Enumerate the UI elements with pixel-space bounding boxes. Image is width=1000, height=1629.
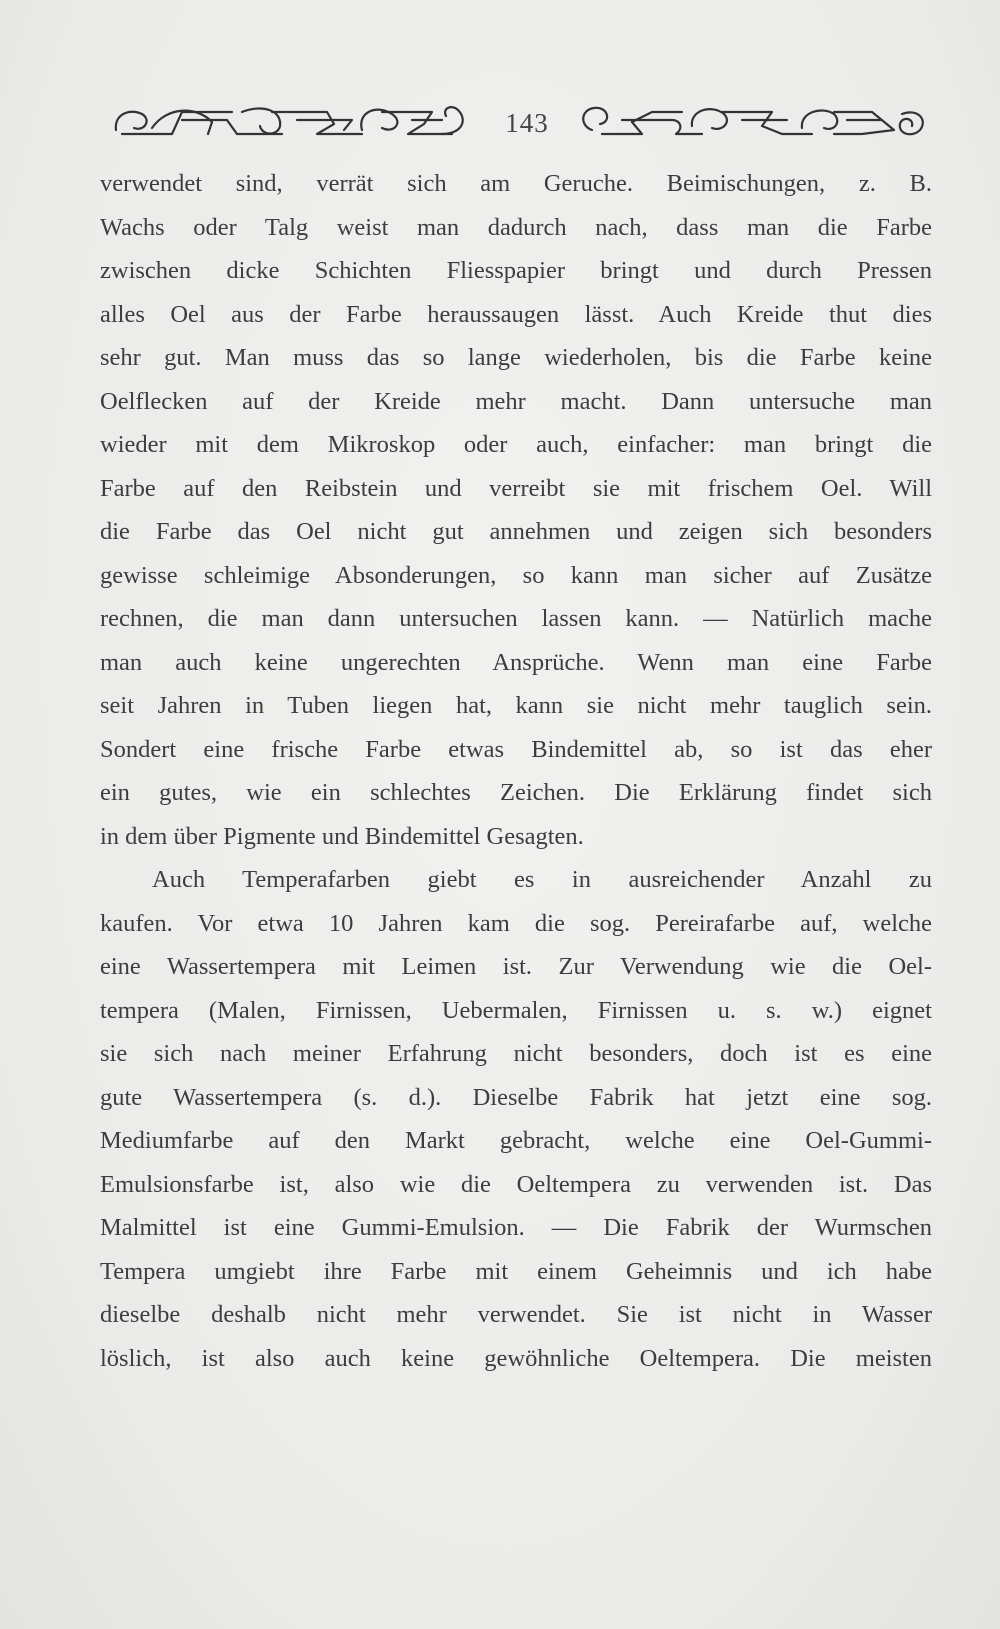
- text-line: die Farbe das Oel nicht gut annehmen und zeigen sich besonders: [100, 518, 932, 545]
- text-line: wieder mit dem Mikroskop oder auch, einfacher: man bringt die: [100, 431, 932, 458]
- text-line: gewisse schleimige Absonderungen, so kann man sicher auf Zusätze: [100, 561, 932, 589]
- paragraph: [100, 162, 932, 858]
- text-line: ein gutes, wie ein schlechtes Zeichen. Die Erklärung findet sich: [100, 779, 932, 806]
- text-line: Farbe auf den Reibstein und verreibt sie mit frischem Oel. Will: [100, 474, 932, 502]
- text-line: sehr gut. Man muss das so lange wiederholen, bis die Farbe keine: [100, 344, 932, 371]
- text-line: verwendet sind, verrät sich am Geruche. Beimischungen, z. B.: [100, 170, 932, 197]
- page-number: 143: [505, 108, 549, 138]
- text-line: in dem über Pigmente und Bindemittel Gesagten.: [100, 822, 584, 850]
- paragraph: [100, 858, 932, 1380]
- text-line: Emulsionsfarbe ist, also wie die Oeltempera zu verwenden ist. Das: [100, 1170, 932, 1198]
- page-header: [112, 96, 932, 146]
- text-line: man auch keine ungerechten Ansprüche. Wenn man eine Farbe: [100, 648, 932, 676]
- text-line: zwischen dicke Schichten Fliesspapier bringt und durch Pressen: [100, 257, 932, 284]
- text-line: rechnen, die man dann untersuchen lassen kann. — Natürlich mache: [100, 605, 932, 632]
- text-line: Sondert eine frische Farbe etwas Bindemittel ab, so ist das eher: [100, 735, 932, 763]
- text-line: Auch Temperafarben giebt es in ausreichender Anzahl zu: [152, 866, 932, 893]
- text-line: Mediumfarbe auf den Markt gebracht, welche eine Oel-Gummi-: [100, 1127, 932, 1154]
- text-line: dieselbe deshalb nicht mehr verwendet. Sie ist nicht in Wasser: [100, 1301, 932, 1328]
- body-text: [100, 162, 932, 1380]
- ornament-left-icon: [112, 100, 472, 140]
- text-line: alles Oel aus der Farbe heraussaugen lässt. Auch Kreide thut dies: [100, 300, 932, 328]
- text-line: sie sich nach meiner Erfahrung nicht besonders, doch ist es eine: [100, 1040, 932, 1067]
- text-line: eine Wassertempera mit Leimen ist. Zur Verwendung wie die Oel-: [100, 953, 932, 980]
- text-line: kaufen. Vor etwa 10 Jahren kam die sog. Pereirafarbe auf, welche: [100, 909, 932, 937]
- text-line: Wachs oder Talg weist man dadurch nach, dass man die Farbe: [100, 213, 932, 241]
- ornament-right-icon: [572, 100, 932, 140]
- text-line: Oelflecken auf der Kreide mehr macht. Dann untersuche man: [100, 387, 932, 415]
- text-line: löslich, ist also auch keine gewöhnliche Oeltempera. Die meisten: [100, 1344, 932, 1372]
- text-line: gute Wassertempera (s. d.). Dieselbe Fabrik hat jetzt eine sog.: [100, 1083, 932, 1111]
- text-line: tempera (Malen, Firnissen, Uebermalen, Firnissen u. s. w.) eignet: [100, 996, 932, 1024]
- text-line: Malmittel ist eine Gummi-Emulsion. — Die Fabrik der Wurmschen: [100, 1214, 932, 1241]
- text-line: seit Jahren in Tuben liegen hat, kann sie nicht mehr tauglich sein.: [100, 692, 932, 719]
- text-line: Tempera umgiebt ihre Farbe mit einem Geheimnis und ich habe: [100, 1257, 932, 1285]
